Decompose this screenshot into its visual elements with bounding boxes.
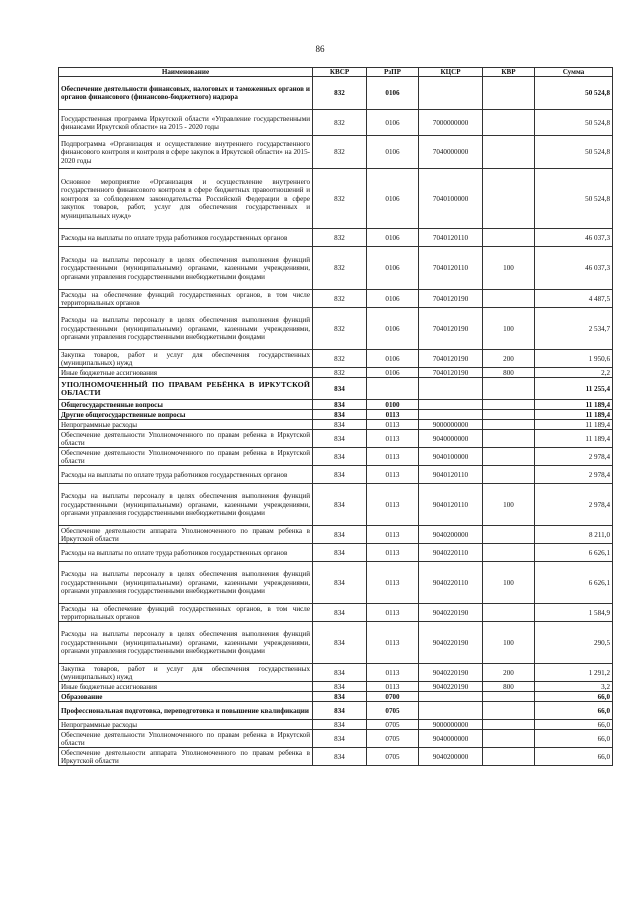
cell-name: Государственная программа Иркутской области «Управление государственными финансами Иркутской области» на 2015 - 2020 годы xyxy=(59,110,313,136)
cell-kcsr: 9000000000 xyxy=(419,420,483,430)
cell-sum: 2,2 xyxy=(535,368,613,378)
cell-name: Расходы на выплаты персоналу в целях обеспечения выполнения функций государственными (муниципальными) органами, казенными учреждениями, органами управления государственными внебюджетными фондами xyxy=(59,484,313,526)
cell-kvr: 100 xyxy=(483,247,535,290)
table-row xyxy=(59,526,613,544)
table-row xyxy=(59,544,613,562)
header-sum: Сумма xyxy=(535,68,613,77)
cell-rzpr: 0705 xyxy=(367,720,419,730)
cell-rzpr: 0113 xyxy=(367,448,419,466)
page-number: 86 xyxy=(315,44,325,54)
cell-name: Непрограммные расходы xyxy=(59,720,313,730)
cell-kvr: 800 xyxy=(483,368,535,378)
cell-kcsr: 9040120110 xyxy=(419,484,483,526)
cell-kvsr: 834 xyxy=(313,682,367,692)
table-header-row xyxy=(59,68,613,77)
table-row xyxy=(59,562,613,604)
cell-kvr: 100 xyxy=(483,562,535,604)
cell-rzpr: 0113 xyxy=(367,682,419,692)
cell-kvr xyxy=(483,448,535,466)
cell-name: Другие общегосударственные вопросы xyxy=(59,410,313,420)
cell-rzpr: 0113 xyxy=(367,484,419,526)
cell-sum: 46 037,3 xyxy=(535,247,613,290)
cell-kvsr: 832 xyxy=(313,77,367,110)
cell-sum: 1 950,6 xyxy=(535,350,613,368)
cell-rzpr: 0113 xyxy=(367,526,419,544)
cell-kvsr: 832 xyxy=(313,229,367,247)
cell-sum: 4 487,5 xyxy=(535,290,613,308)
cell-rzpr: 0113 xyxy=(367,544,419,562)
cell-name: Расходы на обеспечение функций государственных органов, в том числе территориальных органов xyxy=(59,604,313,622)
cell-kcsr: 7000000000 xyxy=(419,110,483,136)
table-row xyxy=(59,400,613,410)
cell-rzpr: 0113 xyxy=(367,466,419,484)
cell-kcsr: 9040200000 xyxy=(419,748,483,766)
cell-kvr xyxy=(483,604,535,622)
cell-sum: 2 978,4 xyxy=(535,448,613,466)
cell-kcsr: 9040120110 xyxy=(419,466,483,484)
cell-name: Расходы на выплаты персоналу в целях обеспечения выполнения функций государственными (муниципальными) органами, казенными учреждениями, органами управления государственными внебюджетными фондами xyxy=(59,247,313,290)
table-row xyxy=(59,448,613,466)
cell-name: Обеспечение деятельности аппарата Уполномоченного по правам ребенка в Иркутской области xyxy=(59,526,313,544)
cell-kcsr: 7040120110 xyxy=(419,229,483,247)
cell-rzpr: 0113 xyxy=(367,562,419,604)
table-row xyxy=(59,378,613,400)
cell-kcsr xyxy=(419,378,483,400)
table-row xyxy=(59,169,613,229)
cell-kvr: 100 xyxy=(483,484,535,526)
cell-sum: 11 255,4 xyxy=(535,378,613,400)
cell-rzpr: 0106 xyxy=(367,77,419,110)
cell-kvr xyxy=(483,702,535,720)
cell-sum: 11 189,4 xyxy=(535,400,613,410)
cell-kvr: 200 xyxy=(483,350,535,368)
cell-name: Закупка товаров, работ и услуг для обеспечения государственных (муниципальных) нужд xyxy=(59,664,313,682)
cell-kvsr: 834 xyxy=(313,604,367,622)
cell-kvr xyxy=(483,430,535,448)
cell-name: Общегосударственные вопросы xyxy=(59,400,313,410)
cell-kvsr: 834 xyxy=(313,420,367,430)
cell-rzpr: 0705 xyxy=(367,748,419,766)
cell-name: Подпрограмма «Организация и осуществление внутреннего государственного финансового контроля и контроля в сфере закупок в Иркутской области» на 2015-2020 годы xyxy=(59,136,313,169)
cell-sum: 290,5 xyxy=(535,622,613,664)
cell-kvr xyxy=(483,110,535,136)
table-row xyxy=(59,748,613,766)
cell-rzpr: 0113 xyxy=(367,664,419,682)
cell-sum: 6 626,1 xyxy=(535,562,613,604)
cell-kvr: 800 xyxy=(483,682,535,692)
cell-kvsr: 832 xyxy=(313,368,367,378)
cell-kvsr: 834 xyxy=(313,430,367,448)
cell-kcsr: 9040220190 xyxy=(419,682,483,692)
cell-name: Обеспечение деятельности Уполномоченного по правам ребенка в Иркутской области xyxy=(59,448,313,466)
cell-kcsr xyxy=(419,410,483,420)
table-row xyxy=(59,410,613,420)
cell-rzpr: 0106 xyxy=(367,308,419,350)
cell-kcsr: 7040120190 xyxy=(419,308,483,350)
cell-rzpr: 0106 xyxy=(367,247,419,290)
header-kvsr: КВСР xyxy=(313,68,367,77)
cell-sum: 66,0 xyxy=(535,730,613,748)
cell-kvsr: 832 xyxy=(313,169,367,229)
cell-kvr xyxy=(483,748,535,766)
cell-kcsr: 7040120190 xyxy=(419,290,483,308)
header-kcsr: КЦСР xyxy=(419,68,483,77)
cell-kvr xyxy=(483,692,535,702)
cell-sum: 2 978,4 xyxy=(535,484,613,526)
cell-name: Закупка товаров, работ и услуг для обеспечения государственных (муниципальных) нужд xyxy=(59,350,313,368)
cell-sum: 66,0 xyxy=(535,692,613,702)
cell-kcsr xyxy=(419,400,483,410)
cell-kcsr: 9040220190 xyxy=(419,604,483,622)
cell-rzpr: 0106 xyxy=(367,290,419,308)
cell-kvsr: 832 xyxy=(313,290,367,308)
cell-name: Расходы на обеспечение функций государственных органов, в том числе территориальных органов xyxy=(59,290,313,308)
cell-rzpr: 0700 xyxy=(367,692,419,702)
cell-kvsr: 834 xyxy=(313,448,367,466)
cell-kvr xyxy=(483,730,535,748)
table-row xyxy=(59,702,613,720)
table-row xyxy=(59,247,613,290)
cell-sum: 66,0 xyxy=(535,748,613,766)
cell-kcsr: 9040220190 xyxy=(419,664,483,682)
cell-kvsr: 834 xyxy=(313,526,367,544)
cell-kcsr xyxy=(419,77,483,110)
cell-kvsr: 834 xyxy=(313,378,367,400)
cell-kvr xyxy=(483,526,535,544)
cell-kvsr: 832 xyxy=(313,110,367,136)
cell-kvsr: 832 xyxy=(313,308,367,350)
cell-rzpr: 0705 xyxy=(367,702,419,720)
cell-kcsr: 9040220110 xyxy=(419,562,483,604)
table-row xyxy=(59,110,613,136)
cell-name: Обеспечение деятельности Уполномоченного по правам ребенка в Иркутской области xyxy=(59,730,313,748)
cell-kcsr xyxy=(419,702,483,720)
cell-kvsr: 834 xyxy=(313,702,367,720)
cell-kvr xyxy=(483,378,535,400)
table-row xyxy=(59,720,613,730)
header-rzpr: РзПР xyxy=(367,68,419,77)
table-row xyxy=(59,350,613,368)
cell-kvr: 200 xyxy=(483,664,535,682)
cell-kcsr xyxy=(419,692,483,702)
cell-kvr xyxy=(483,544,535,562)
cell-sum: 50 524,8 xyxy=(535,136,613,169)
cell-kvr xyxy=(483,466,535,484)
cell-name: Образование xyxy=(59,692,313,702)
cell-sum: 6 626,1 xyxy=(535,544,613,562)
header-kvr: КВР xyxy=(483,68,535,77)
table-row xyxy=(59,430,613,448)
cell-kcsr: 7040120190 xyxy=(419,350,483,368)
cell-kvr xyxy=(483,169,535,229)
cell-rzpr: 0106 xyxy=(367,350,419,368)
cell-sum: 2 534,7 xyxy=(535,308,613,350)
cell-name: Обеспечение деятельности финансовых, налоговых и таможенных органов и органов финансового (финансово-бюджетного) надзора xyxy=(59,77,313,110)
cell-kvsr: 834 xyxy=(313,692,367,702)
cell-name: Расходы на выплаты персоналу в целях обеспечения выполнения функций государственными (муниципальными) органами, казенными учреждениями, органами управления государственными внебюджетными фондами xyxy=(59,308,313,350)
cell-sum: 11 189,4 xyxy=(535,410,613,420)
table-row xyxy=(59,622,613,664)
cell-name: Обеспечение деятельности аппарата Уполномоченного по правам ребенка в Иркутской области xyxy=(59,748,313,766)
header-name: Наименование xyxy=(59,68,313,77)
cell-kvsr: 834 xyxy=(313,410,367,420)
cell-kvr xyxy=(483,136,535,169)
cell-rzpr: 0106 xyxy=(367,229,419,247)
cell-sum: 11 189,4 xyxy=(535,420,613,430)
cell-kvsr: 834 xyxy=(313,664,367,682)
cell-kvsr: 834 xyxy=(313,720,367,730)
cell-kvsr: 834 xyxy=(313,400,367,410)
cell-rzpr: 0106 xyxy=(367,136,419,169)
cell-rzpr: 0113 xyxy=(367,622,419,664)
cell-kvsr: 832 xyxy=(313,247,367,290)
table-row xyxy=(59,682,613,692)
table-row xyxy=(59,77,613,110)
cell-kvsr: 832 xyxy=(313,350,367,368)
cell-rzpr: 0705 xyxy=(367,730,419,748)
cell-rzpr: 0106 xyxy=(367,169,419,229)
cell-kvr xyxy=(483,400,535,410)
cell-kvr xyxy=(483,720,535,730)
cell-sum: 8 211,0 xyxy=(535,526,613,544)
cell-kvsr: 834 xyxy=(313,730,367,748)
cell-name: Расходы на выплаты по оплате труда работников государственных органов xyxy=(59,229,313,247)
table-row xyxy=(59,730,613,748)
cell-kcsr: 9040200000 xyxy=(419,526,483,544)
cell-kvr xyxy=(483,290,535,308)
cell-sum: 50 524,8 xyxy=(535,77,613,110)
cell-rzpr: 0113 xyxy=(367,410,419,420)
cell-name: Расходы на выплаты персоналу в целях обеспечения выполнения функций государственными (муниципальными) органами, казенными учреждениями, органами управления государственными внебюджетными фондами xyxy=(59,562,313,604)
cell-rzpr: 0113 xyxy=(367,420,419,430)
table-row xyxy=(59,368,613,378)
cell-rzpr: 0113 xyxy=(367,430,419,448)
cell-kvr: 100 xyxy=(483,308,535,350)
cell-name: Основное мероприятие «Организация и осуществление внутреннего государственного финансового контроля в сфере бюджетных правоотношений и контроля за соблюдением законодательства Российской Федерации в сфере закупок товаров, работ, услуг для обеспечения государственных и муниципальных нужд» xyxy=(59,169,313,229)
table-row xyxy=(59,136,613,169)
table-row xyxy=(59,664,613,682)
cell-kvsr: 834 xyxy=(313,748,367,766)
table-row xyxy=(59,308,613,350)
cell-kcsr: 9040220190 xyxy=(419,622,483,664)
cell-kvsr: 834 xyxy=(313,484,367,526)
cell-kcsr: 9040000000 xyxy=(419,730,483,748)
table-row xyxy=(59,229,613,247)
cell-name: Профессиональная подготовка, переподготовка и повышение квалификации xyxy=(59,702,313,720)
cell-kcsr: 7040120110 xyxy=(419,247,483,290)
cell-name: Обеспечение деятельности Уполномоченного по правам ребенка в Иркутской области xyxy=(59,430,313,448)
cell-sum: 1 291,2 xyxy=(535,664,613,682)
cell-kvsr: 834 xyxy=(313,622,367,664)
cell-sum: 46 037,3 xyxy=(535,229,613,247)
cell-kvr xyxy=(483,410,535,420)
cell-kcsr: 7040120190 xyxy=(419,368,483,378)
cell-sum: 66,0 xyxy=(535,720,613,730)
table-body xyxy=(59,77,613,766)
cell-rzpr: 0106 xyxy=(367,368,419,378)
cell-sum: 11 189,4 xyxy=(535,430,613,448)
cell-rzpr: 0100 xyxy=(367,400,419,410)
cell-rzpr: 0106 xyxy=(367,110,419,136)
cell-name: Иные бюджетные ассигнования xyxy=(59,682,313,692)
cell-kvr xyxy=(483,229,535,247)
table-row xyxy=(59,466,613,484)
cell-sum: 3,2 xyxy=(535,682,613,692)
cell-name: Расходы на выплаты персоналу в целях обеспечения выполнения функций государственными (муниципальными) органами, казенными учреждениями, органами управления государственными внебюджетными фондами xyxy=(59,622,313,664)
cell-sum: 50 524,8 xyxy=(535,169,613,229)
cell-name: Расходы на выплаты по оплате труда работников государственных органов xyxy=(59,544,313,562)
cell-kvr xyxy=(483,77,535,110)
cell-kcsr: 7040100000 xyxy=(419,169,483,229)
table-row xyxy=(59,290,613,308)
cell-kvsr: 834 xyxy=(313,562,367,604)
table-row xyxy=(59,692,613,702)
cell-rzpr xyxy=(367,378,419,400)
cell-name: Иные бюджетные ассигнования xyxy=(59,368,313,378)
cell-kcsr: 9000000000 xyxy=(419,720,483,730)
cell-kcsr: 9040000000 xyxy=(419,430,483,448)
cell-sum: 1 584,9 xyxy=(535,604,613,622)
cell-kvr xyxy=(483,420,535,430)
cell-kvsr: 834 xyxy=(313,466,367,484)
table-row xyxy=(59,484,613,526)
cell-sum: 66,0 xyxy=(535,702,613,720)
cell-name: Непрограммные расходы xyxy=(59,420,313,430)
cell-name: УПОЛНОМОЧЕННЫЙ ПО ПРАВАМ РЕБЁНКА В ИРКУТСКОЙ ОБЛАСТИ xyxy=(59,378,313,400)
budget-table xyxy=(58,67,613,766)
cell-kcsr: 7040000000 xyxy=(419,136,483,169)
cell-rzpr: 0113 xyxy=(367,604,419,622)
cell-kvsr: 834 xyxy=(313,544,367,562)
table-row xyxy=(59,420,613,430)
cell-kvsr: 832 xyxy=(313,136,367,169)
cell-name: Расходы на выплаты по оплате труда работников государственных органов xyxy=(59,466,313,484)
cell-kcsr: 9040220110 xyxy=(419,544,483,562)
cell-sum: 2 978,4 xyxy=(535,466,613,484)
cell-sum: 50 524,8 xyxy=(535,110,613,136)
cell-kcsr: 9040100000 xyxy=(419,448,483,466)
table-row xyxy=(59,604,613,622)
cell-kvr: 100 xyxy=(483,622,535,664)
